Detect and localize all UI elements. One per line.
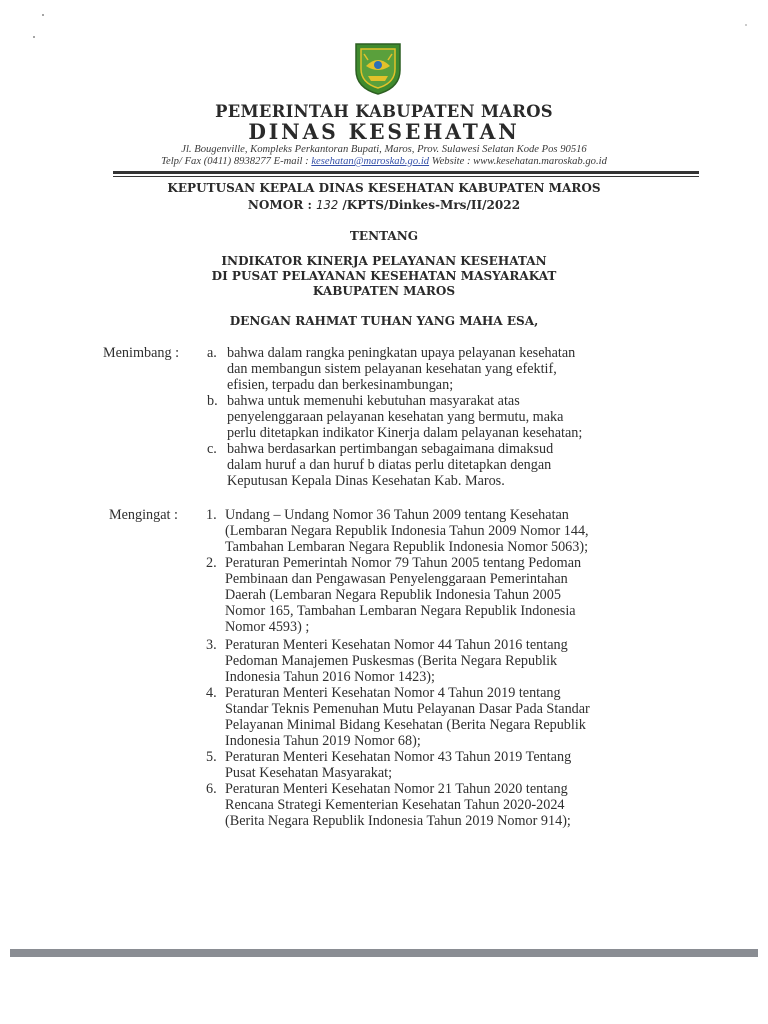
mengingat-1-line: (Lembaran Negara Republik Indonesia Tahun 2009 Nomor 144, <box>225 523 589 539</box>
mengingat-1-line: Undang – Undang Nomor 36 Tahun 2009 tentang Kesehatan <box>225 507 569 523</box>
mengingat-4-line: Indonesia Tahun 2019 Nomor 68); <box>225 733 421 749</box>
mengingat-5-line: Pusat Kesehatan Masyarakat; <box>225 765 393 781</box>
menimbang-c-line: Keputusan Kepala Dinas Kesehatan Kab. Maros. <box>227 473 505 489</box>
menimbang-mark-b: b. <box>207 393 218 409</box>
menimbang-a-line: bahwa dalam rangka peningkatan upaya pelayanan kesehatan <box>227 345 576 361</box>
decree-number-handwritten: 132 <box>316 198 339 212</box>
subject-line-3: KABUPATEN MAROS <box>312 283 456 298</box>
mengingat-mark-1: 1. <box>206 507 217 523</box>
menimbang-b-line: perlu ditetapkan indikator Kinerja dalam pelayanan kesehatan; <box>227 425 583 441</box>
menimbang-b-line: penyelenggaraan pelayanan kesehatan yang bermutu, maka <box>227 409 564 425</box>
decree-number-label: NOMOR : <box>247 197 312 212</box>
mengingat-6-line: Rencana Strategi Kementerian Kesehatan Tahun 2020-2024 <box>225 797 565 813</box>
mengingat-mark-3: 3. <box>206 637 217 653</box>
mengingat-3-line: Indonesia Tahun 2016 Nomor 1423); <box>225 669 435 685</box>
decree-title: KEPUTUSAN KEPALA DINAS KESEHATAN KABUPATEN MAROS <box>167 180 601 195</box>
mengingat-mark-4: 4. <box>206 685 217 701</box>
mengingat-mark-2: 2. <box>206 555 217 571</box>
decree-number-rest: /KPTS/Dinkes-Mrs/II/2022 <box>342 197 521 212</box>
mengingat-6-line: (Berita Negara Republik Indonesia Tahun 2019 Nomor 914); <box>225 813 571 829</box>
mengingat-3-line: Peraturan Menteri Kesehatan Nomor 44 Tahun 2016 tentang <box>225 637 568 653</box>
email-link[interactable]: kesehatan@maroskab.go.id <box>311 155 430 167</box>
invocation: DENGAN RAHMAT TUHAN YANG MAHA ESA, <box>229 313 539 328</box>
mengingat-2-line: Pembinaan dan Pengawasan Penyelenggaraan Pemerintahan <box>225 571 568 587</box>
mengingat-1-line: Tambahan Lembaran Negara Republik Indonesia Nomor 5063); <box>225 539 589 555</box>
contact-line <box>14 155 754 167</box>
mengingat-2-line: Nomor 165, Tambahan Lembaran Negara Republik Indonesia <box>225 603 576 619</box>
mengingat-4-line: Peraturan Menteri Kesehatan Nomor 4 Tahun 2019 tentang <box>225 685 561 701</box>
letterhead-rule-thin <box>113 176 699 177</box>
mengingat-mark-5: 5. <box>206 749 217 765</box>
mengingat-6-line: Peraturan Menteri Kesehatan Nomor 21 Tahun 2020 tentang <box>225 781 568 797</box>
menimbang-a-line: dan membangun sistem pelayanan kesehatan yang efektif, <box>227 361 557 377</box>
mengingat-mark-6: 6. <box>206 781 217 797</box>
menimbang-mark-a: a. <box>207 345 217 361</box>
menimbang-a-line: efisien, terpadu dan berkesinambungan; <box>227 377 454 393</box>
tentang-heading: TENTANG <box>349 228 419 243</box>
org-name: PEMERINTAH KABUPATEN MAROS <box>215 102 553 122</box>
menimbang-mark-c: c. <box>207 441 217 457</box>
mengingat-5-line: Peraturan Menteri Kesehatan Nomor 43 Tahun 2019 Tentang <box>225 749 572 765</box>
scan-speck <box>745 24 747 26</box>
phone-text: Telp/ Fax (0411) 8938277 E-mail : <box>161 155 309 167</box>
scan-speck <box>42 14 44 16</box>
maros-crest-logo <box>352 40 404 96</box>
mengingat-2-line: Peraturan Pemerintah Nomor 79 Tahun 2005 tentang Pedoman <box>225 555 582 571</box>
mengingat-4-line: Standar Teknis Pemenuhan Mutu Pelayanan Dasar Pada Standar <box>225 701 590 717</box>
menimbang-c-line: dalam huruf a dan huruf b diatas perlu ditetapkan dengan <box>227 457 552 473</box>
scan-footer-bar <box>10 949 758 957</box>
subject-line-2: DI PUSAT PELAYANAN KESEHATAN MASYARAKAT <box>211 268 557 283</box>
mengingat-2-line: Nomor 4593) ; <box>225 619 310 635</box>
menimbang-b-line: bahwa untuk memenuhi kebutuhan masyarakat atas <box>227 393 520 409</box>
decree-number <box>14 197 754 212</box>
mengingat-3-line: Pedoman Manajemen Puskesmas (Berita Negara Republik <box>225 653 558 669</box>
mengingat-2-line: Daerah (Lembaran Negara Republik Indonesia Tahun 2005 <box>225 587 561 603</box>
menimbang-c-line: bahwa berdasarkan pertimbangan sebagaimana dimaksud <box>227 441 554 457</box>
mengingat-label: Mengingat : <box>109 507 178 523</box>
address-line: Jl. Bougenville, Kompleks Perkantoran Bupati, Maros, Prov. Sulawesi Selatan Kode Pos 90516 <box>181 143 587 155</box>
website-text: Website : www.kesehatan.maroskab.go.id <box>431 155 607 167</box>
subject-line-1: INDIKATOR KINERJA PELAYANAN KESEHATAN <box>221 253 547 268</box>
dept-name: DINAS KESEHATAN <box>248 119 520 144</box>
letterhead-rule-thick <box>113 171 699 174</box>
menimbang-label: Menimbang : <box>103 345 180 361</box>
scan-speck <box>33 36 35 38</box>
mengingat-4-line: Pelayanan Minimal Bidang Kesehatan (Berita Negara Republik <box>225 717 586 733</box>
